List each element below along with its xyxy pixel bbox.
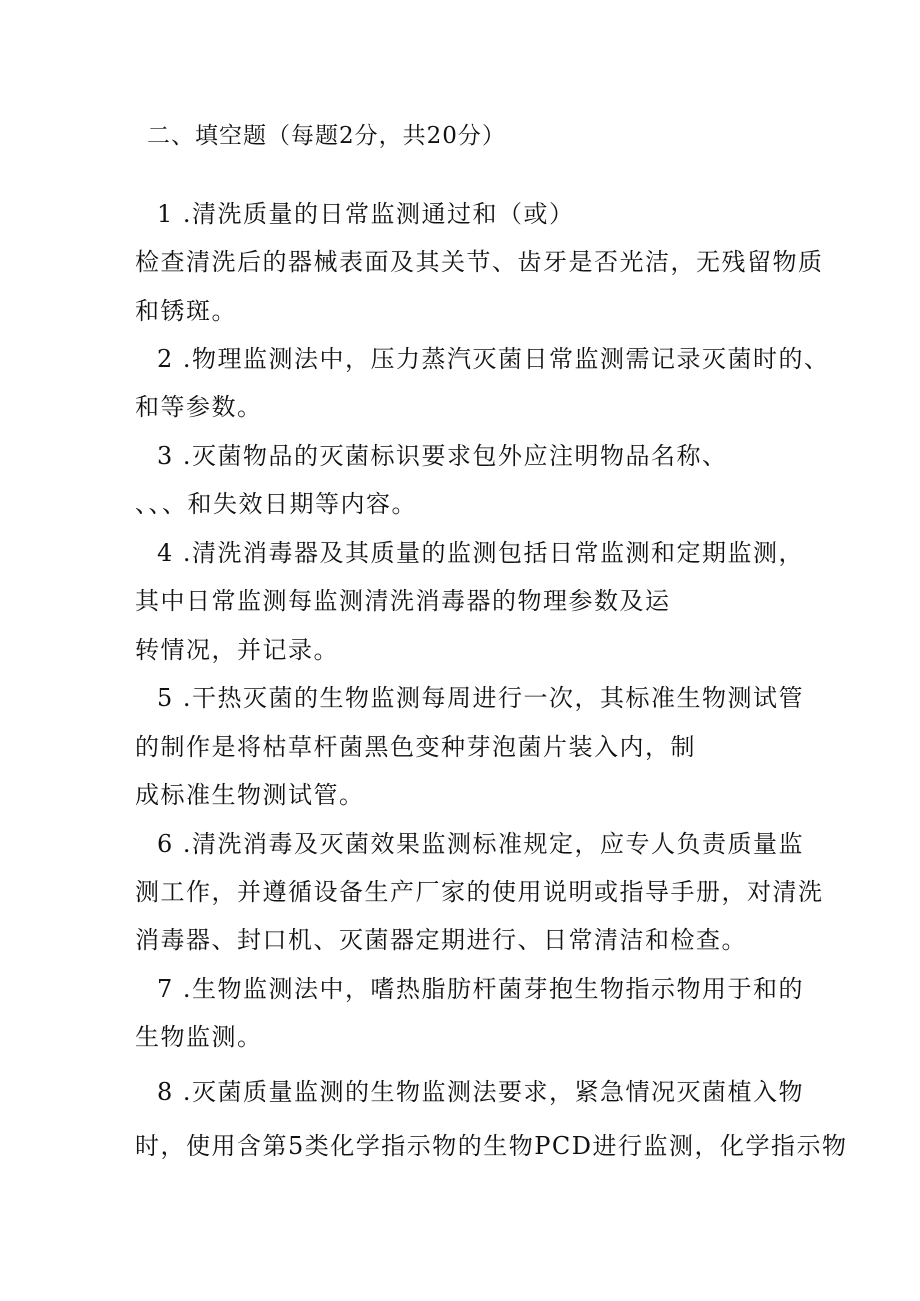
question-5-line-2: 的制作是将枯草杆菌黑色变种芽泡菌片装入内，制 [135, 733, 696, 761]
question-7-line-2: 生物监测。 [135, 1023, 263, 1051]
question-4-line-2: 其中日常监测每监测清洗消毒器的物理参数及运 [135, 587, 671, 615]
question-4-line-3: 转情况，并记录。 [135, 636, 339, 664]
question-6-line-1: 6 .清洗消毒及灭菌效果监测标准规定，应专人负责质量监 [157, 830, 805, 858]
question-2-line-1: 2 .物理监测法中，压力蒸汽灭菌日常监测需记录灭菌时的、 [157, 345, 830, 373]
question-1-line-1: 1 .清洗质量的日常监测通过和（或） [157, 200, 575, 228]
question-7-line-1: 7 .生物监测法中，嗜热脂肪杆菌芽抱生物指示物用于和的 [157, 975, 805, 1003]
question-8-line-2: 时，使用含第5类化学指示物的生物PCD进行监测，化学指示物 [135, 1132, 848, 1160]
question-6-line-2: 测工作，并遵循设备生产厂家的使用说明或指导手册，对清洗 [135, 878, 824, 906]
question-4-line-1: 4 .清洗消毒器及其质量的监测包括日常监测和定期监测， [157, 539, 805, 567]
question-6-line-3: 消毒器、封口机、灭菌器定期进行、日常清洁和检查。 [135, 926, 747, 954]
question-3-line-1: 3 .灭菌物品的灭菌标识要求包外应注明物品名称、 [157, 442, 728, 470]
question-1-line-3: 和锈斑。 [135, 297, 237, 325]
question-5-line-1: 5 .干热灭菌的生物监测每周进行一次，其标准生物测试管 [157, 684, 805, 712]
question-5-line-3: 成标准生物测试管。 [135, 781, 365, 809]
question-3-line-2: 、、、和失效日期等内容。 [135, 490, 417, 518]
question-1-line-2: 检查清洗后的器械表面及其关节、齿牙是否光洁，无残留物质 [135, 248, 824, 276]
question-2-line-2: 和等参数。 [135, 393, 263, 421]
question-8-line-1: 8 .灭菌质量监测的生物监测法要求，紧急情况灭菌植入物 [157, 1078, 805, 1106]
section-title: 二、填空题（每题2分，共20分） [147, 123, 506, 149]
